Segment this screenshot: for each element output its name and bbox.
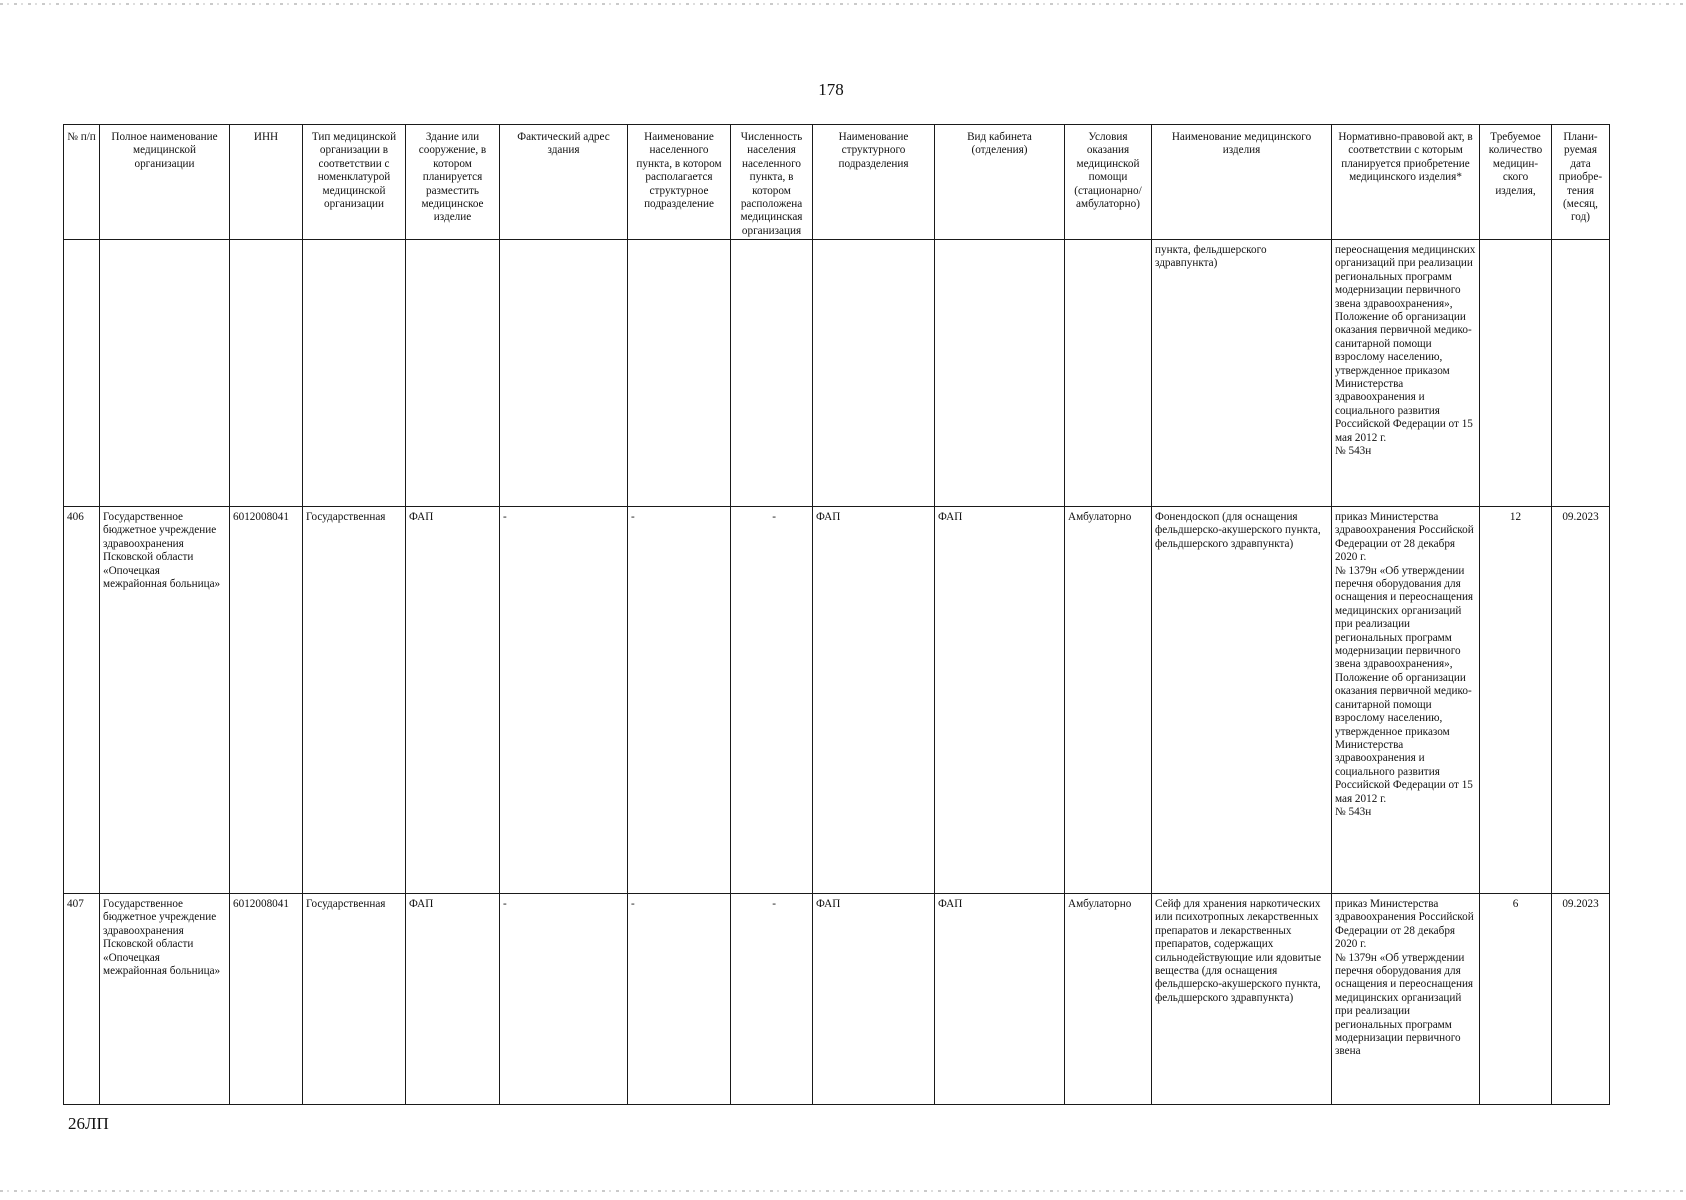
col-header-org: Полное наименование медицинской организации: [100, 125, 230, 240]
cell-date: [1552, 240, 1610, 507]
scan-edge-bottom: [0, 1190, 1686, 1192]
cell-cabinet: ФАП: [935, 894, 1065, 1105]
cell-inn: 6012008041: [230, 507, 303, 894]
cell-org: Государственное бюджетное учреждение здравоохранения Псковской области «Опочецкая межрайонная больница»: [100, 894, 230, 1105]
cell-cabinet: ФАП: [935, 507, 1065, 894]
cell-org: Государственное бюджетное учреждение здравоохранения Псковской области «Опочецкая межрайонная больница»: [100, 507, 230, 894]
cell-building: [406, 240, 500, 507]
cell-device: Фонендоскоп (для оснащения фельдшерско-акушерского пункта, фельдшерского здравпункта): [1152, 507, 1332, 894]
col-header-cabinet: Вид кабинета (отделения): [935, 125, 1065, 240]
cell-settlement: -: [628, 894, 731, 1105]
cell-type: Государственная: [303, 507, 406, 894]
medical-equipment-table: [63, 124, 1610, 1105]
cell-division: ФАП: [813, 507, 935, 894]
cell-inn: 6012008041: [230, 894, 303, 1105]
cell-division: [813, 240, 935, 507]
cell-num: 406: [64, 507, 100, 894]
table-row: [64, 507, 1610, 894]
cell-cabinet: [935, 240, 1065, 507]
cell-num: [64, 240, 100, 507]
cell-act: переоснащения медицинских организаций при реализации региональных программ модернизации первичного звена здравоохранения», Положение об организации оказания первичной медико-санитарной помощи взрослому населению, утвержденное приказом Министерства здравоохранения и социального развития Российской Федерации от 15 мая 2012 г. № 543н: [1332, 240, 1480, 507]
cell-building: ФАП: [406, 507, 500, 894]
cell-address: -: [500, 894, 628, 1105]
cell-quantity: 6: [1480, 894, 1552, 1105]
cell-conditions: Амбулаторно: [1065, 507, 1152, 894]
cell-settlement: -: [628, 507, 731, 894]
cell-date: 09.2023: [1552, 507, 1610, 894]
scan-edge-top: [0, 3, 1686, 5]
document-code: 26ЛП: [68, 1114, 109, 1133]
cell-act: приказ Министерства здравоохранения Российской Федерации от 28 декабря 2020 г. № 1379н «Об утверждении перечня оборудования для оснащения и переоснащения медицинских организаций при реализации региональных программ модернизации первичного звена здравоохранения», Положение об организации оказания первичной медико-санитарной помощи взрослому населению, утвержденное приказом Министерства здравоохранения и социального развития Российской Федерации от 15 мая 2012 г. № 543н: [1332, 507, 1480, 894]
cell-inn: [230, 240, 303, 507]
col-header-building: Здание или сооружение, в котором планируется разместить медицинское изделие: [406, 125, 500, 240]
cell-address: [500, 240, 628, 507]
col-header-division: Наименование структурного подразделения: [813, 125, 935, 240]
cell-org: [100, 240, 230, 507]
cell-act: приказ Министерства здравоохранения Российской Федерации от 28 декабря 2020 г. № 1379н «Об утверждении перечня оборудования для оснащения и переоснащения медицинских организаций при реализации региональных программ модернизации первичного звена: [1332, 894, 1480, 1105]
table-row: [64, 894, 1610, 1105]
cell-quantity: 12: [1480, 507, 1552, 894]
cell-population: -: [731, 507, 813, 894]
cell-type: Государственная: [303, 894, 406, 1105]
cell-num: 407: [64, 894, 100, 1105]
cell-date: 09.2023: [1552, 894, 1610, 1105]
table-header-row: [64, 125, 1610, 240]
col-header-date: Плани-руемая дата приобре-тения (месяц, год): [1552, 125, 1610, 240]
col-header-quantity: Требуемое количество медицин-ского изделия,: [1480, 125, 1552, 240]
col-header-type: Тип медицинской организации в соответствии с номенклатурой медицинской организации: [303, 125, 406, 240]
cell-conditions: [1065, 240, 1152, 507]
page-number: 178: [818, 80, 844, 99]
cell-device: Сейф для хранения наркотических или психотропных лекарственных препаратов и лекарственных препаратов, содержащих сильнодействующие или ядовитые вещества (для оснащения фельдшерско-акушерского пункта, фельдшерского здравпункта): [1152, 894, 1332, 1105]
cell-settlement: [628, 240, 731, 507]
col-header-inn: ИНН: [230, 125, 303, 240]
col-header-conditions: Условия оказания медицинской помощи (стационарно/ амбулаторно): [1065, 125, 1152, 240]
cell-population: [731, 240, 813, 507]
cell-building: ФАП: [406, 894, 500, 1105]
cell-population: -: [731, 894, 813, 1105]
col-header-device: Наименование медицинского изделия: [1152, 125, 1332, 240]
cell-conditions: Амбулаторно: [1065, 894, 1152, 1105]
cell-address: -: [500, 507, 628, 894]
cell-type: [303, 240, 406, 507]
cell-division: ФАП: [813, 894, 935, 1105]
col-header-num: № п/п: [64, 125, 100, 240]
cell-quantity: [1480, 240, 1552, 507]
col-header-population: Численность населения населенного пункта, в котором расположена медицинская организация: [731, 125, 813, 240]
cell-device: пункта, фельдшерского здравпункта): [1152, 240, 1332, 507]
col-header-settlement: Наименование населенного пункта, в котором располагается структурное подразделение: [628, 125, 731, 240]
col-header-address: Фактический адрес здания: [500, 125, 628, 240]
table-row-continuation: [64, 240, 1610, 507]
col-header-act: Нормативно-правовой акт, в соответствии с которым планируется приобретение медицинского изделия*: [1332, 125, 1480, 240]
